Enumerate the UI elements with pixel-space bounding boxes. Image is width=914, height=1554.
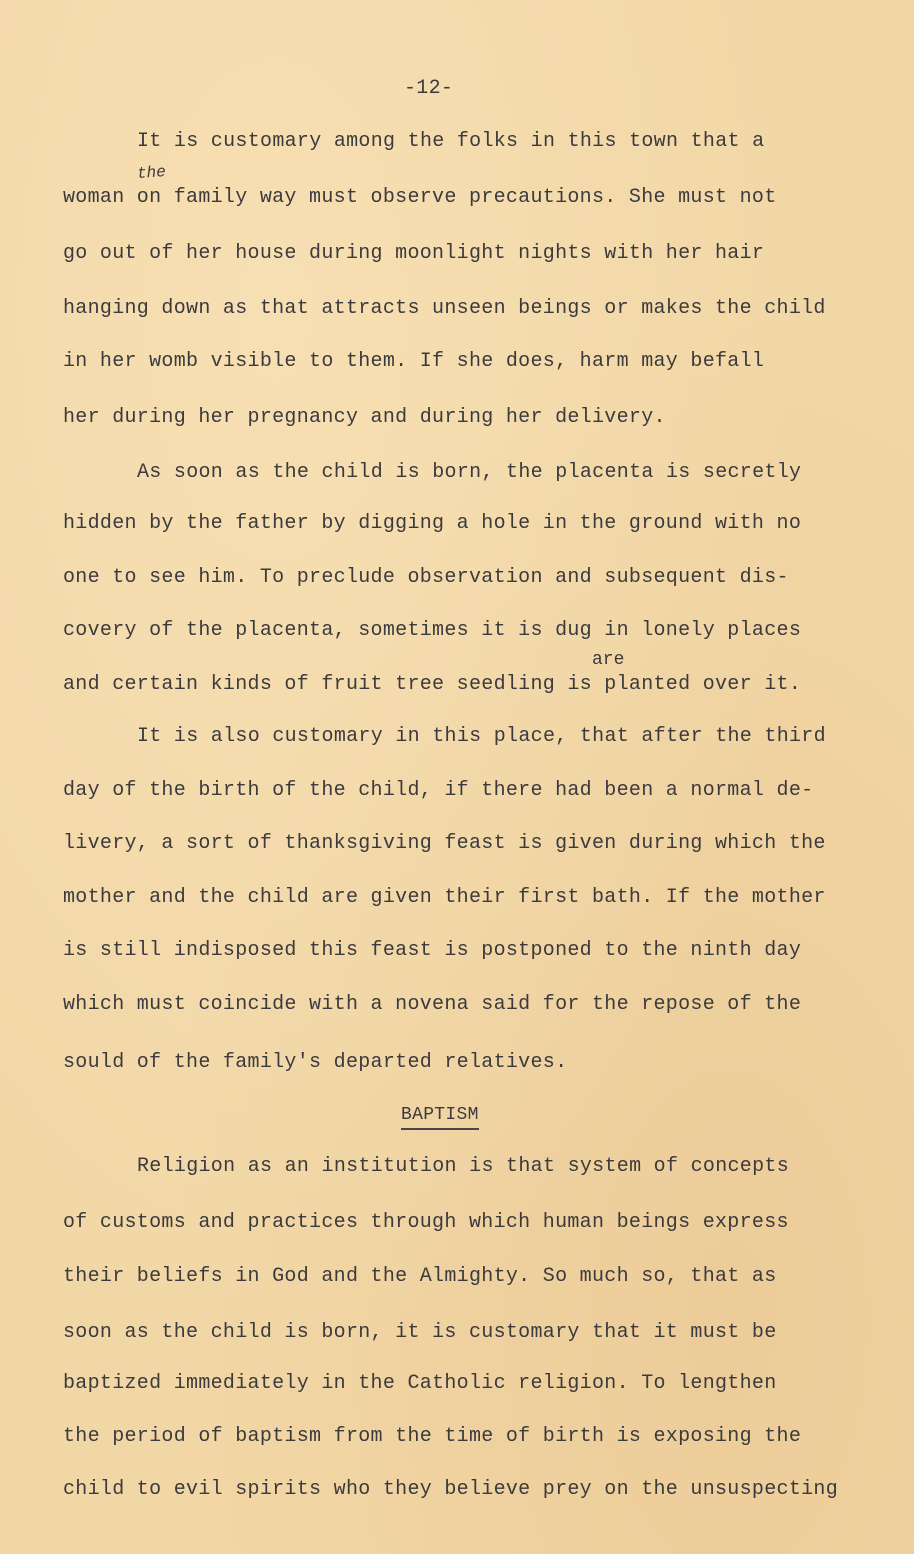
text-line: hidden by the father by digging a hole in the ground with no [63, 512, 802, 535]
text-line: soon as the child is born, it is customary that it must be [63, 1321, 777, 1344]
text-line: Religion as an institution is that system of concepts [137, 1155, 790, 1178]
text-line: covery of the placenta, sometimes it is dug in lonely places [63, 619, 802, 642]
text-line: her during her pregnancy and during her delivery. [63, 406, 666, 429]
text-line: woman on family way must observe precautions. She must not [63, 186, 777, 209]
text-line: As soon as the child is born, the placenta is secretly [137, 461, 802, 484]
text-line: of customs and practices through which human beings express [63, 1211, 789, 1234]
text-line: baptized immediately in the Catholic religion. To lengthen [63, 1372, 777, 1395]
text-line: one to see him. To preclude observation and subsequent dis- [63, 566, 789, 589]
text-line: go out of her house during moonlight nights with her hair [63, 242, 765, 265]
text-line: sould of the family's departed relatives. [63, 1051, 568, 1074]
text-line: day of the birth of the child, if there had been a normal de- [63, 779, 814, 802]
handwritten-insertion-the: the [136, 163, 167, 183]
text-line: livery, a sort of thanksgiving feast is given during which the [63, 832, 826, 855]
typed-insertion-are: are [592, 650, 625, 670]
text-line: It is also customary in this place, that after the third [137, 725, 826, 748]
text-line: mother and the child are given their first bath. If the mother [63, 886, 826, 909]
text-line: their beliefs in God and the Almighty. So much so, that as [63, 1265, 777, 1288]
text-line: and certain kinds of fruit tree seedling is planted over it. [63, 673, 802, 696]
text-line: hanging down as that attracts unseen beings or makes the child [63, 297, 826, 320]
text-line: in her womb visible to them. If she does, harm may befall [63, 350, 765, 373]
text-line: which must coincide with a novena said for the repose of the [63, 993, 802, 1016]
text-line: child to evil spirits who they believe prey on the unsuspecting [63, 1478, 839, 1501]
text-line: the period of baptism from the time of birth is exposing the [63, 1425, 802, 1448]
text-line: It is customary among the folks in this town that a [137, 130, 765, 153]
text-line: is still indisposed this feast is postponed to the ninth day [63, 939, 802, 962]
page-number: -12- [404, 77, 454, 100]
section-heading-baptism: BAPTISM [401, 1103, 479, 1130]
